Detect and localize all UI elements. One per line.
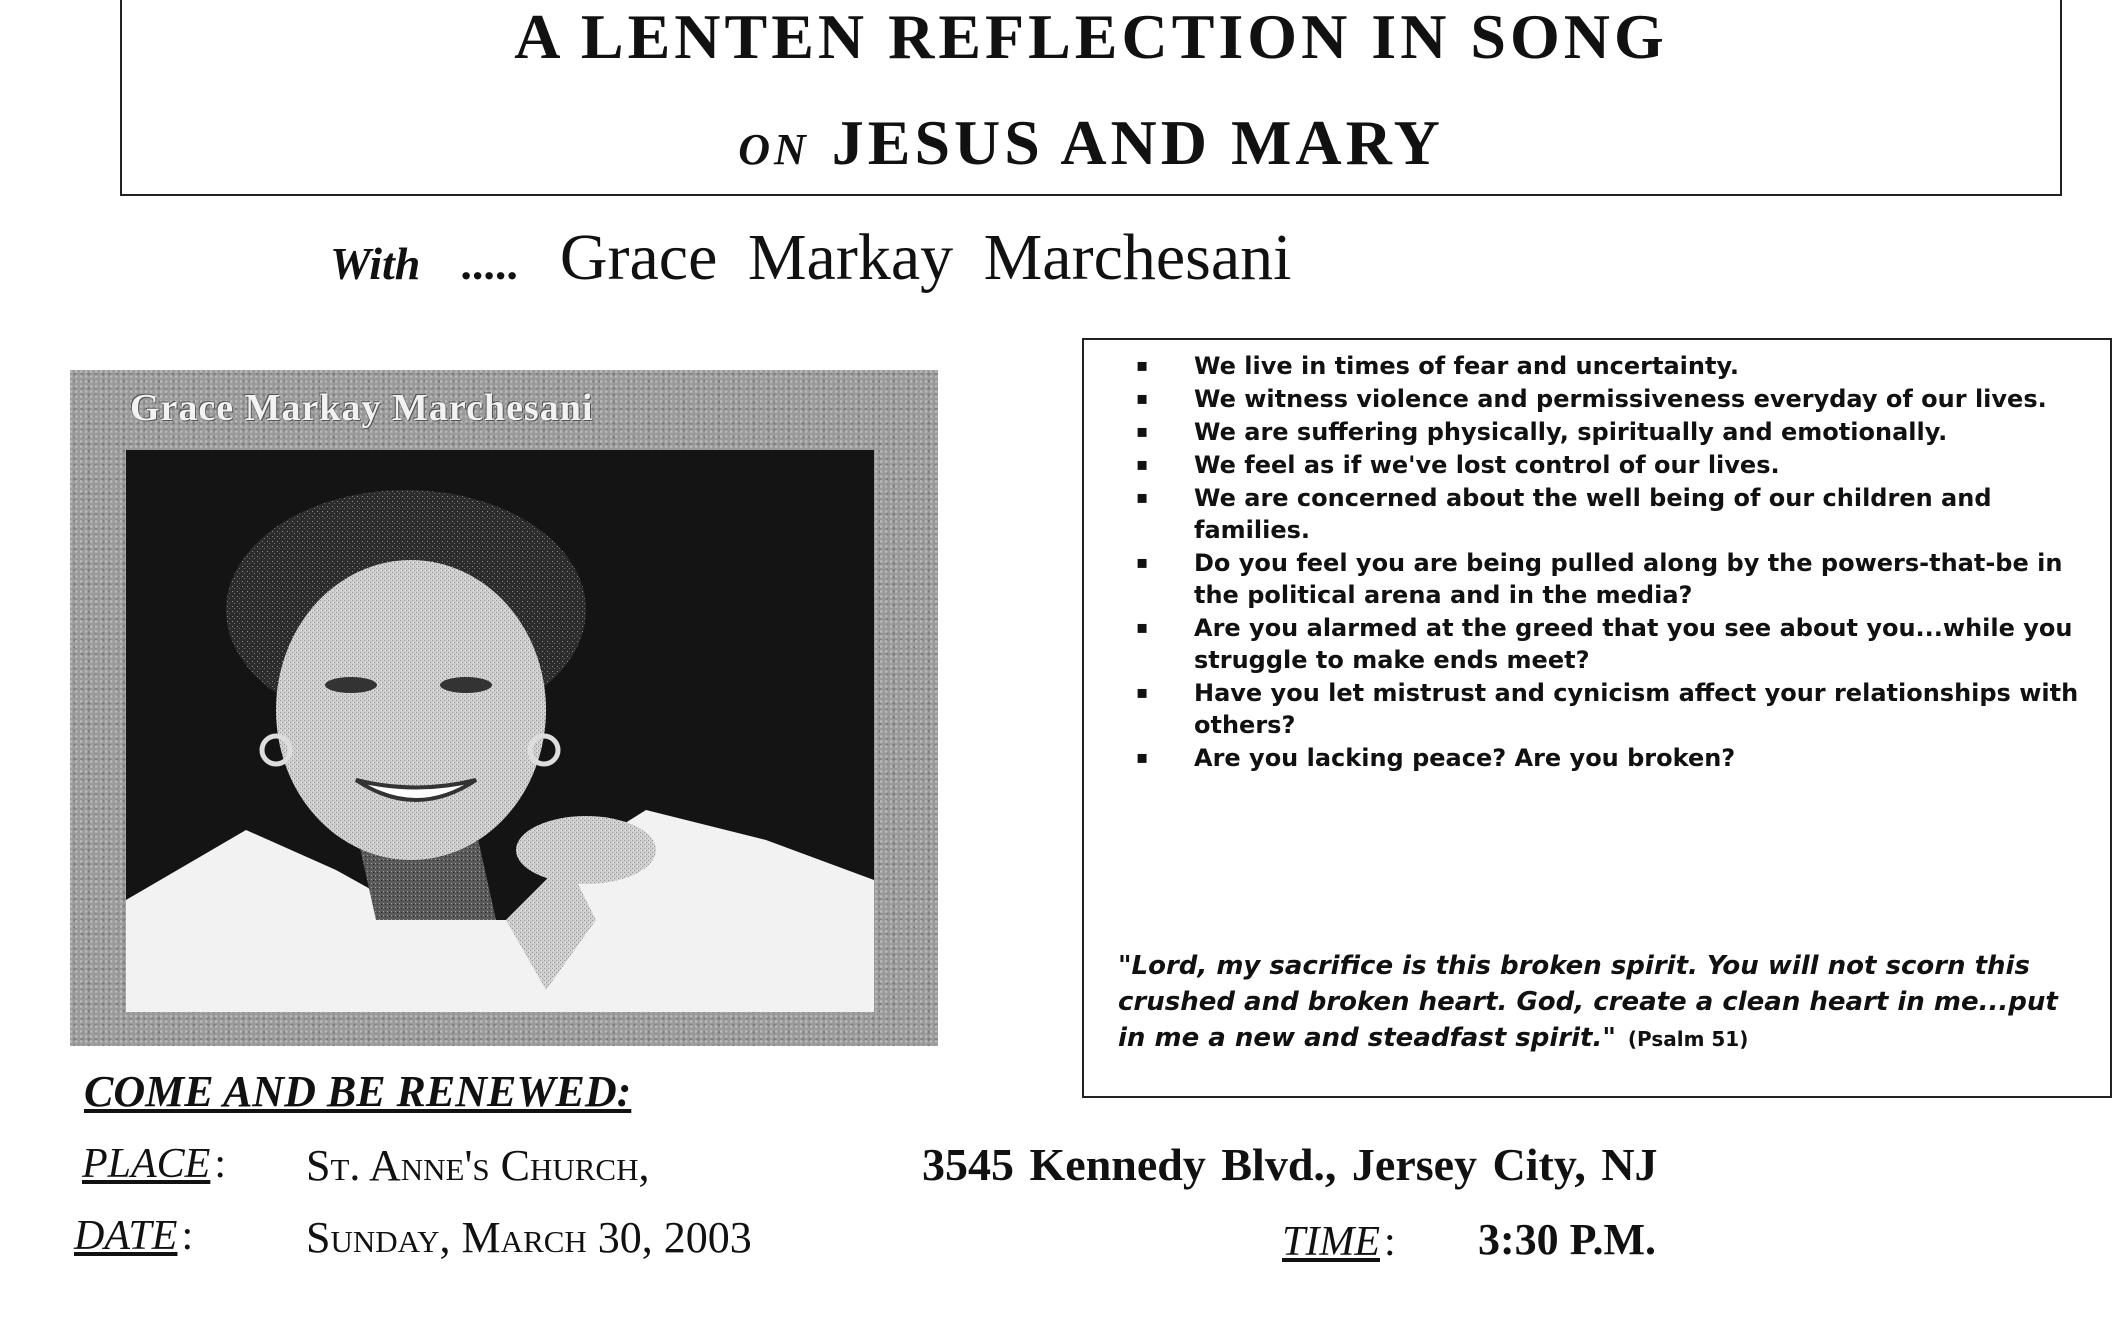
list-item [1084, 350, 2110, 382]
reflection-box [1082, 338, 2112, 1098]
title-line-1: A LENTEN REFLECTION IN SONG [514, 1, 1668, 72]
bullet-icon: ▪ [1136, 747, 1149, 768]
date-label: DATE [74, 1213, 178, 1259]
list-item [1084, 482, 2110, 546]
bullet-text: We feel as if we've lost control of our lives. [1194, 451, 1780, 479]
bullet-icon: ▪ [1136, 682, 1149, 703]
bullet-text: We live in times of fear and uncertainty. [1194, 352, 1740, 380]
bullet-icon: ▪ [1136, 487, 1149, 508]
bullet-text: We are suffering physically, spiritually and emotionally. [1194, 418, 1948, 446]
bullet-text: We witness violence and permissiveness everyday of our lives. [1194, 385, 2047, 413]
quote-source: (Psalm 51) [1627, 1027, 1749, 1051]
with-label: With [330, 238, 421, 289]
bullet-text: Have you let mistrust and cynicism affect your relationships with others? [1194, 679, 2079, 739]
portrait-image [126, 450, 874, 1012]
bullet-icon: ▪ [1136, 421, 1149, 442]
place-colon: : [214, 1141, 227, 1187]
performer-photo [70, 370, 938, 1046]
portrait-illustration [126, 450, 874, 1012]
date-row [74, 1212, 752, 1262]
title-line-2 [122, 106, 2060, 180]
bullet-text: Do you feel you are being pulled along by the powers-that-be in the political arena and in the media? [1194, 549, 2063, 609]
come-and-be-renewed-heading: COME AND BE RENEWED: [84, 1067, 632, 1116]
list-item [1084, 742, 2110, 774]
bullet-icon: ▪ [1136, 355, 1149, 376]
title-box [120, 0, 2062, 196]
bullet-icon: ▪ [1136, 552, 1149, 573]
place-row [82, 1139, 1658, 1190]
bullet-text: We are concerned about the well being of our children and families. [1194, 484, 1992, 544]
list-item [1084, 547, 2110, 611]
list-item [1084, 612, 2110, 676]
bullet-icon: ▪ [1136, 388, 1149, 409]
performer-line [330, 220, 1291, 296]
quote-text: "Lord, my sacrifice is this broken spirit. You will not scorn this crushed and broken heart. God, create a clean heart in me...put in me a new and steadfast spirit." [1118, 951, 2058, 1053]
time-colon: : [1384, 1219, 1396, 1265]
date-colon: : [181, 1213, 194, 1259]
place-address: 3545 Kennedy Blvd., Jersey City, NJ [922, 1139, 1658, 1190]
date-value: Sunday, March 30, 2003 [306, 1213, 752, 1262]
time-row [1282, 1215, 1657, 1266]
list-item [1084, 416, 2110, 448]
title-on-prefix: ON [738, 125, 810, 174]
bullet-text: Are you alarmed at the greed that you see about you...while you struggle to make ends meet? [1194, 614, 2073, 674]
photo-caption: Grace Markay Marchesani [130, 387, 594, 429]
bullet-icon: ▪ [1136, 617, 1149, 638]
ellipsis: ..... [460, 238, 518, 289]
performer-name: Grace Markay Marchesani [559, 221, 1292, 294]
psalm-quote [1118, 948, 2092, 1057]
bullet-icon: ▪ [1136, 454, 1149, 475]
list-item [1084, 449, 2110, 481]
list-item [1084, 383, 2110, 415]
time-label: TIME [1282, 1219, 1380, 1265]
list-item [1084, 677, 2110, 741]
place-label: PLACE [82, 1141, 211, 1187]
place-venue: St. Anne's Church, [306, 1141, 650, 1190]
reflection-list [1084, 350, 2110, 775]
title-subject: JESUS AND MARY [831, 107, 1444, 178]
bullet-text: Are you lacking peace? Are you broken? [1194, 744, 1736, 772]
time-value: 3:30 P.M. [1478, 1215, 1657, 1264]
